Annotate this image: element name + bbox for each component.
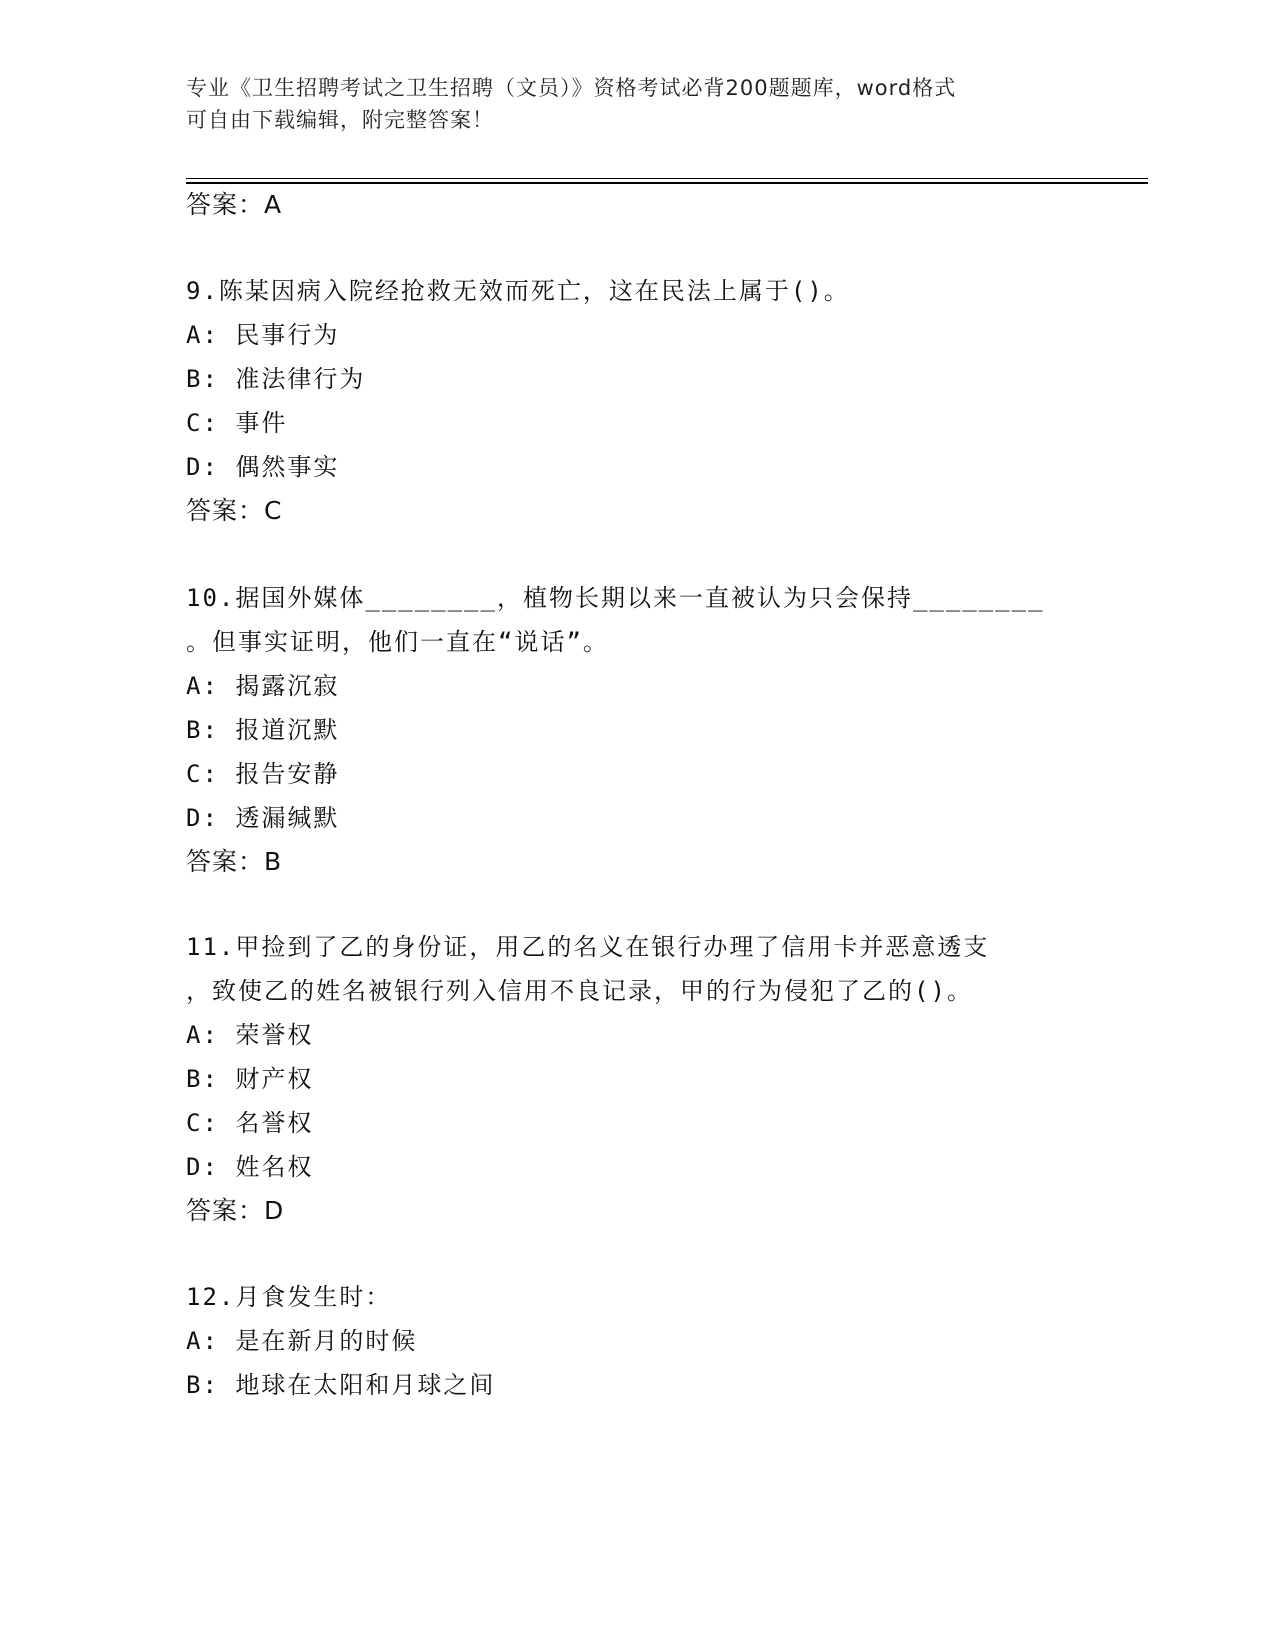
question-9-option-d: D: 偶然事实 — [186, 453, 340, 481]
question-12-stem: 12.月食发生时： — [186, 1283, 392, 1311]
question-9-option-c: C: 事件 — [186, 409, 288, 437]
question-9-stem: 9.陈某因病入院经抢救无效而死亡，这在民法上属于()。 — [186, 277, 850, 305]
question-11-answer: 答案：D — [186, 1196, 285, 1225]
header-divider-thick — [186, 182, 1148, 184]
question-9-option-b: B: 准法律行为 — [186, 365, 366, 393]
question-9-answer: 答案：C — [186, 496, 283, 525]
header-line-1: 专业《卫生招聘考试之卫生招聘（文员）》资格考试必背200题题库，word格式 — [186, 76, 957, 100]
question-11-option-d: D: 姓名权 — [186, 1153, 314, 1181]
answer-line: 答案：A — [186, 190, 283, 219]
question-10-stem-line-1: 10.据国外媒体________，植物长期以来一直被认为只会保持________ — [186, 584, 1045, 612]
question-11-stem-line-1: 11.甲捡到了乙的身份证，用乙的名义在银行办理了信用卡并恶意透支 — [186, 933, 990, 961]
question-11-option-a: A: 荣誉权 — [186, 1021, 314, 1049]
question-12-option-a: A: 是在新月的时候 — [186, 1327, 418, 1355]
header-line-2: 可自由下载编辑，附完整答案！ — [186, 108, 494, 132]
question-9-option-a: A: 民事行为 — [186, 321, 340, 349]
question-10-option-d: D: 透漏缄默 — [186, 804, 340, 832]
question-10-stem-line-2: 。但事实证明，他们一直在“说话”。 — [186, 628, 609, 656]
question-10-answer: 答案：B — [186, 847, 283, 876]
question-10-option-a: A: 揭露沉寂 — [186, 672, 340, 700]
question-10-option-c: C: 报告安静 — [186, 760, 340, 788]
header-divider-thin — [186, 178, 1148, 179]
question-11-option-c: C: 名誉权 — [186, 1109, 314, 1137]
question-11-stem-line-2: ，致使乙的姓名被银行列入信用不良记录，甲的行为侵犯了乙的()。 — [186, 977, 973, 1005]
document-header — [186, 72, 1086, 136]
question-12-option-b: B: 地球在太阳和月球之间 — [186, 1371, 496, 1399]
question-11-option-b: B: 财产权 — [186, 1065, 314, 1093]
question-10-option-b: B: 报道沉默 — [186, 716, 340, 744]
